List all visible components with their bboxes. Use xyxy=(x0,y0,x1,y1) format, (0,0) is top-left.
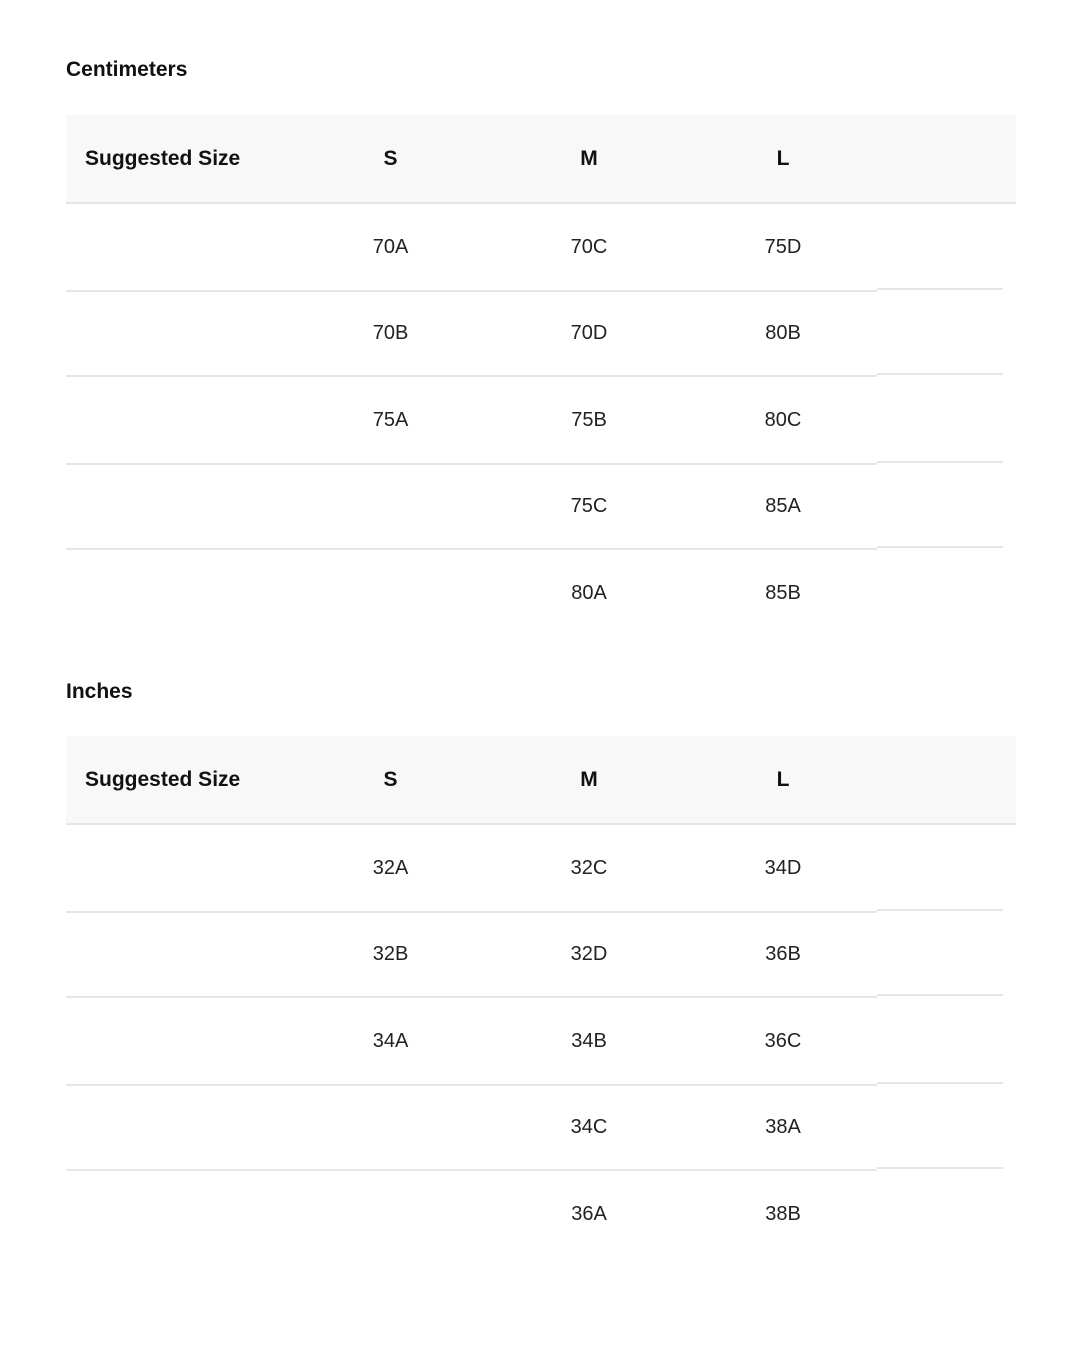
cell-size-s: 32A xyxy=(292,824,489,912)
size-table-centimeters xyxy=(66,115,1016,637)
cell-label xyxy=(66,549,292,637)
cell-spacer xyxy=(877,549,1016,637)
cell-spacer xyxy=(877,1170,1016,1258)
cell-size-s: 34A xyxy=(292,997,489,1085)
cell-size-m: 34C xyxy=(489,1085,689,1170)
cell-size-m: 36A xyxy=(571,1203,607,1225)
cell-label xyxy=(66,1085,292,1170)
cell-label xyxy=(66,997,292,1085)
header-size-l: L xyxy=(689,736,877,824)
cell-size-s xyxy=(292,549,489,637)
table-row xyxy=(66,464,1016,549)
cell-label xyxy=(66,291,292,376)
cell-spacer xyxy=(877,912,1016,997)
cell-label xyxy=(66,203,292,291)
cell-size-l: 38A xyxy=(689,1085,877,1170)
table-row xyxy=(66,1085,1016,1170)
cell-size-l: 85B xyxy=(765,582,801,604)
table-header-row xyxy=(66,736,1016,824)
header-size-l: L xyxy=(689,115,877,203)
table-row xyxy=(66,549,1016,637)
header-spacer xyxy=(877,115,1016,203)
cell-size-m: 75C xyxy=(489,464,689,549)
cell-spacer xyxy=(877,203,1016,291)
cell-size-m: 32C xyxy=(489,824,689,912)
cell-size-l: 85A xyxy=(689,464,877,549)
header-size-s: S xyxy=(292,736,489,824)
cell-size-s: 75A xyxy=(292,376,489,464)
cell-label xyxy=(66,376,292,464)
cell-spacer xyxy=(877,464,1016,549)
cell-size-l: 38B xyxy=(765,1203,801,1225)
cell-size-m: 75B xyxy=(489,376,689,464)
table-row xyxy=(66,997,1016,1085)
header-spacer xyxy=(877,736,1016,824)
cell-spacer xyxy=(877,291,1016,376)
cell-size-m: 70C xyxy=(489,203,689,291)
cell-size-l: 80C xyxy=(689,376,877,464)
table-row xyxy=(66,1170,1016,1258)
size-table-inches xyxy=(66,736,1016,1258)
section-title: Inches xyxy=(66,680,133,703)
table-row xyxy=(66,912,1016,997)
section-centimeters xyxy=(66,55,1016,637)
cell-size-m: 80A xyxy=(571,582,607,604)
header-suggested-size: Suggested Size xyxy=(66,115,292,203)
cell-spacer xyxy=(877,997,1016,1085)
cell-size-s xyxy=(292,1085,489,1170)
cell-label xyxy=(66,824,292,912)
cell-size-s xyxy=(292,1170,489,1258)
header-suggested-size: Suggested Size xyxy=(66,736,292,824)
cell-spacer xyxy=(877,824,1016,912)
cell-spacer xyxy=(877,376,1016,464)
header-size-m: M xyxy=(489,115,689,203)
cell-size-l: 36C xyxy=(689,997,877,1085)
cell-size-l: 36B xyxy=(689,912,877,997)
cell-size-l: 75D xyxy=(689,203,877,291)
cell-size-s: 70B xyxy=(292,291,489,376)
cell-spacer xyxy=(877,1085,1016,1170)
header-size-m: M xyxy=(489,736,689,824)
cell-label xyxy=(66,912,292,997)
cell-label xyxy=(66,1170,292,1258)
cell-size-l: 80B xyxy=(689,291,877,376)
table-header-row xyxy=(66,115,1016,203)
cell-size-l: 34D xyxy=(689,824,877,912)
cell-size-s: 32B xyxy=(292,912,489,997)
table-row xyxy=(66,376,1016,464)
cell-size-s: 70A xyxy=(292,203,489,291)
header-size-s: S xyxy=(292,115,489,203)
cell-size-s xyxy=(292,464,489,549)
cell-size-m: 70D xyxy=(489,291,689,376)
section-title: Centimeters xyxy=(66,58,188,81)
cell-size-m: 32D xyxy=(489,912,689,997)
table-row xyxy=(66,291,1016,376)
cell-label xyxy=(66,464,292,549)
table-row xyxy=(66,203,1016,291)
table-row xyxy=(66,824,1016,912)
section-inches xyxy=(66,677,1016,1258)
cell-size-m: 34B xyxy=(489,997,689,1085)
